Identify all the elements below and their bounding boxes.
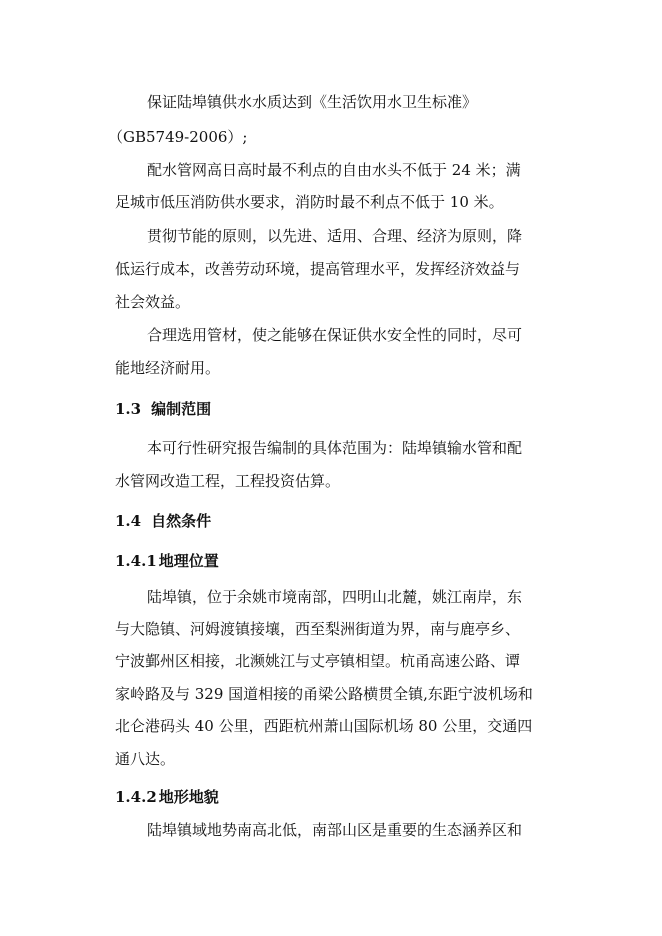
paragraph-line: 通八达。 [115,750,176,768]
paragraph-line: 陆埠镇，位于余姚市境南部，四明山北麓，姚江南岸，东 [147,588,523,606]
section-title: 自然条件 [151,512,212,530]
section-number: 1.4 [115,512,142,530]
section-number: 1.4.1 [115,552,157,570]
section-heading-1-4-1 [115,551,219,571]
paragraph-line: 家岭路及与 329 国道相接的甬梁公路横贯全镇,东距宁波机场和 [115,685,533,703]
paragraph-line: 合理选用管材，使之能够在保证供水安全性的同时，尽可 [147,326,523,344]
section-heading-1-3 [115,399,211,419]
paragraph-line: 宁波鄞州区相接，北濒姚江与丈亭镇相望。杭甬高速公路、谭 [115,652,521,670]
paragraph-line: 足城市低压消防供水要求，消防时最不利点不低于 10 米。 [115,193,504,211]
section-title: 编制范围 [151,400,212,418]
paragraph-line: 本可行性研究报告编制的具体范围为：陆埠镇输水管和配 [147,439,523,457]
section-number: 1.4.2 [115,788,157,806]
paragraph-line: 陆埠镇域地势南高北低，南部山区是重要的生态涵养区和 [147,821,523,839]
paragraph-line: （GB5749-2006）; [108,128,248,146]
section-heading-1-4 [115,511,211,531]
paragraph-line: 保证陆埠镇供水水质达到《生活饮用水卫生标准》 [147,93,478,111]
paragraph-line: 与大隐镇、河姆渡镇接壤，西至梨洲街道为界，南与鹿亭乡、 [115,620,521,638]
paragraph-line: 低运行成本，改善劳动环境，提高管理水平，发挥经济效益与 [115,260,521,278]
paragraph-line: 水管网改造工程，工程投资估算。 [115,472,341,490]
paragraph-line: 能地经济耐用。 [115,359,221,377]
section-number: 1.3 [115,400,142,418]
paragraph-line: 北仑港码头 40 公里，西距杭州萧山国际机场 80 公里，交通四 [115,717,533,735]
paragraph-line: 贯彻节能的原则，以先进、适用、合理、经济为原则，降 [147,227,523,245]
paragraph-line: 社会效益。 [115,293,191,311]
section-title: 地形地貌 [158,788,219,806]
section-title: 地理位置 [158,552,219,570]
paragraph-line: 配水管网高日高时最不利点的自由水头不低于 24 米；满 [147,161,521,179]
section-heading-1-4-2 [115,787,219,807]
